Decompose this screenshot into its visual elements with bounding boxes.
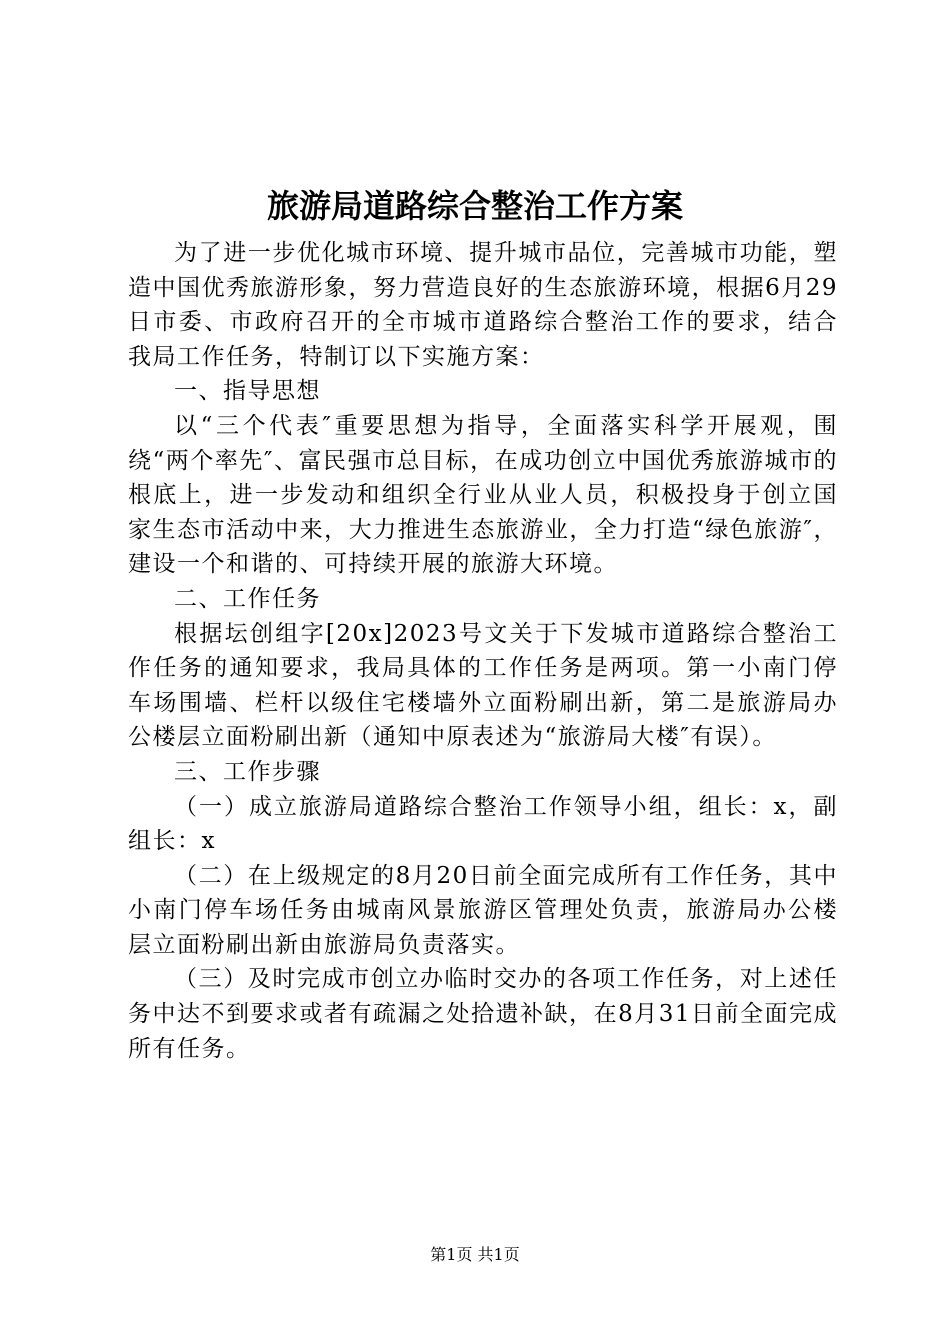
- guiding-ideology-paragraph: 以“三个代表″重要思想为指导，全面落实科学开展观，围绕“两个率先″、富民强市总目标，在成功创立中国优秀旅游城市的根底上，进一步发动和组织全行业从业人员，积极投身于创立国家生态市活动中来，大力推进生态旅游业，全力打造“绿色旅游″，建设一个和谐的、可持续开展的旅游大环境。: [128, 412, 838, 578]
- work-tasks-paragraph: 根据坛创组字[20x]2023号文关于下发城市道路综合整治工作任务的通知要求，我局具体的工作任务是两项。第一小南门停车场围墙、栏杆以级住宅楼墙外立面粉刷出新，第二是旅游局办公楼层立面粉刷出新（通知中原表述为“旅游局大楼″有误）。: [128, 620, 838, 751]
- section-heading-work-tasks: 二、工作任务: [174, 585, 321, 612]
- section-heading-guiding-ideology: 一、指导思想: [174, 378, 321, 405]
- section-heading-work-steps: 三、工作步骤: [174, 758, 321, 785]
- work-step-1: （一）成立旅游局道路综合整治工作领导小组，组长：x，副组长：x: [128, 793, 838, 855]
- page-footer: 第1页 共1页: [430, 1245, 520, 1264]
- document-body: [128, 236, 838, 1066]
- document-title: 旅游局道路综合整治工作方案: [266, 187, 683, 225]
- intro-paragraph: 为了进一步优化城市环境、提升城市品位，完善城市功能，塑造中国优秀旅游形象，努力营造良好的生态旅游环境，根据6月29日市委、市政府召开的全市城市道路综合整治工作的要求，结合我局工作任务，特制订以下实施方案：: [128, 240, 838, 370]
- work-step-3: （三）及时完成市创立办临时交办的各项工作任务，对上述任务中达不到要求或者有疏漏之处拾遗补缺，在8月31日前全面完成所有任务。: [128, 966, 838, 1062]
- work-step-2: （二）在上级规定的8月20日前全面完成所有工作任务，其中小南门停车场任务由城南风景旅游区管理处负责，旅游局办公楼层立面粉刷出新由旅游局负责落实。: [128, 862, 838, 958]
